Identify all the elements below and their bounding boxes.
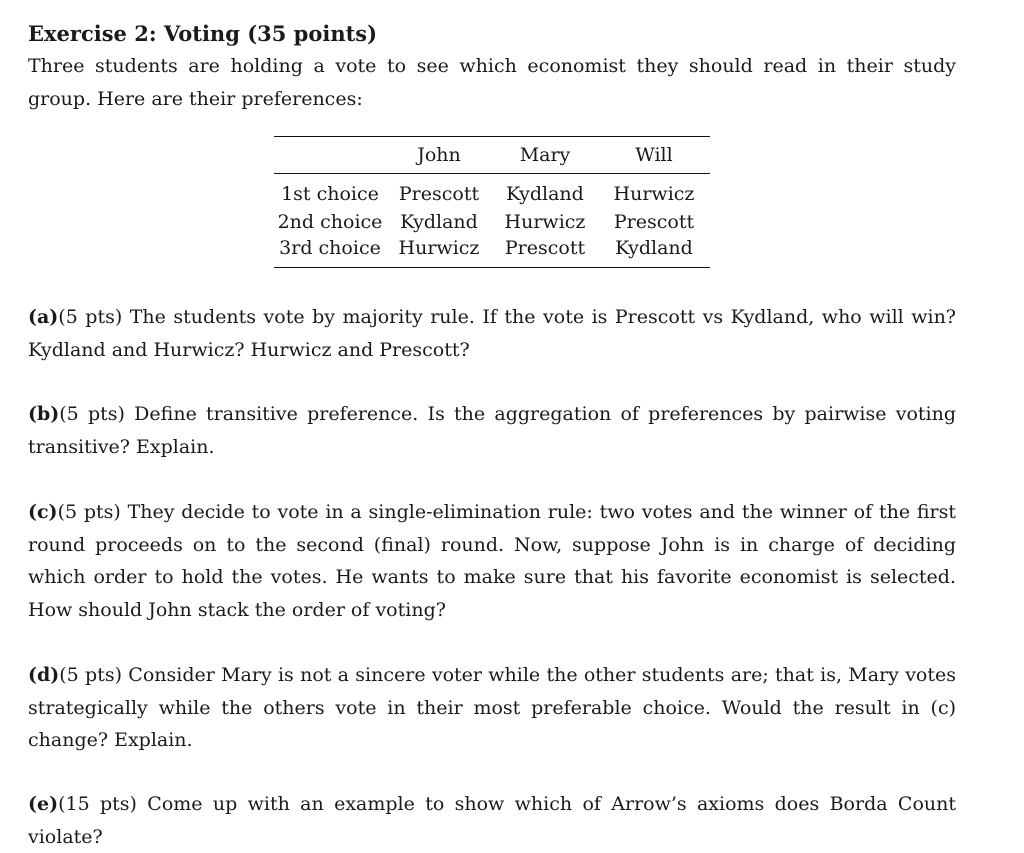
table-header-cell: John	[386, 137, 492, 174]
table-cell: 1st choice	[281, 183, 379, 205]
table-cell: Kydland	[400, 210, 478, 233]
question-label: (e)	[28, 793, 59, 815]
question-c	[28, 496, 956, 626]
question-d	[28, 659, 956, 757]
table-header-cell: Mary	[492, 137, 598, 174]
preference-table-container	[274, 136, 710, 268]
question-b	[28, 398, 956, 463]
table-cell: Prescott	[398, 183, 480, 205]
table-header-row	[274, 137, 710, 174]
question-label: (b)	[28, 403, 60, 425]
question-text: (5 pts) Define transitive preference. Is the aggregation of preferences by pairwise voting transitive? Explain.	[28, 403, 956, 458]
question-a	[28, 301, 956, 366]
exercise-title: Exercise 2: Voting (35 points)	[28, 21, 378, 46]
question-label: (c)	[28, 501, 58, 523]
table-cell: Hurwicz	[613, 183, 695, 205]
table-row	[274, 235, 710, 268]
question-text: (5 pts) Consider Mary is not a sincere voter while the other students are; that is, Mary votes strategically while the others vote in their most preferable choice. Would the result in (c) change? Explain.	[28, 664, 956, 751]
question-text: (15 pts) Come up with an example to show which of Arrow’s axioms does Borda Count violate?	[28, 793, 956, 848]
table-header-cell: Will	[598, 137, 710, 174]
table-cell: Kydland	[506, 183, 584, 205]
table-cell: Prescott	[504, 237, 586, 259]
question-text: (5 pts) They decide to vote in a single-elimination rule: two votes and the winner of the first round proceeds on to the second (final) round. Now, suppose John is in charge of deciding which order to hold the votes. He wants to make sure that his favorite economist is selected. How should John stack the order of voting?	[28, 501, 956, 621]
table-cell: Hurwicz	[398, 237, 480, 259]
preference-table	[274, 136, 710, 268]
question-e	[28, 788, 956, 853]
exercise-document	[28, 18, 956, 848]
question-text: (5 pts) The students vote by majority rule. If the vote is Prescott vs Kydland, who will win? Kydland and Hurwicz? Hurwicz and Prescott?	[28, 306, 956, 361]
table-cell: Prescott	[613, 210, 695, 233]
table-cell: Kydland	[615, 237, 693, 259]
table-cell: 2nd choice	[277, 210, 383, 233]
table-row	[274, 208, 710, 235]
table-header-cell	[274, 137, 386, 174]
table-row	[274, 174, 710, 209]
table-cell: Hurwicz	[504, 210, 586, 233]
question-label: (d)	[28, 664, 60, 686]
question-label: (a)	[28, 306, 59, 328]
exercise-intro: Three students are holding a vote to see which economist they should read in their study group. Here are their preferences:	[28, 55, 956, 110]
table-cell: 3rd choice	[279, 237, 381, 259]
